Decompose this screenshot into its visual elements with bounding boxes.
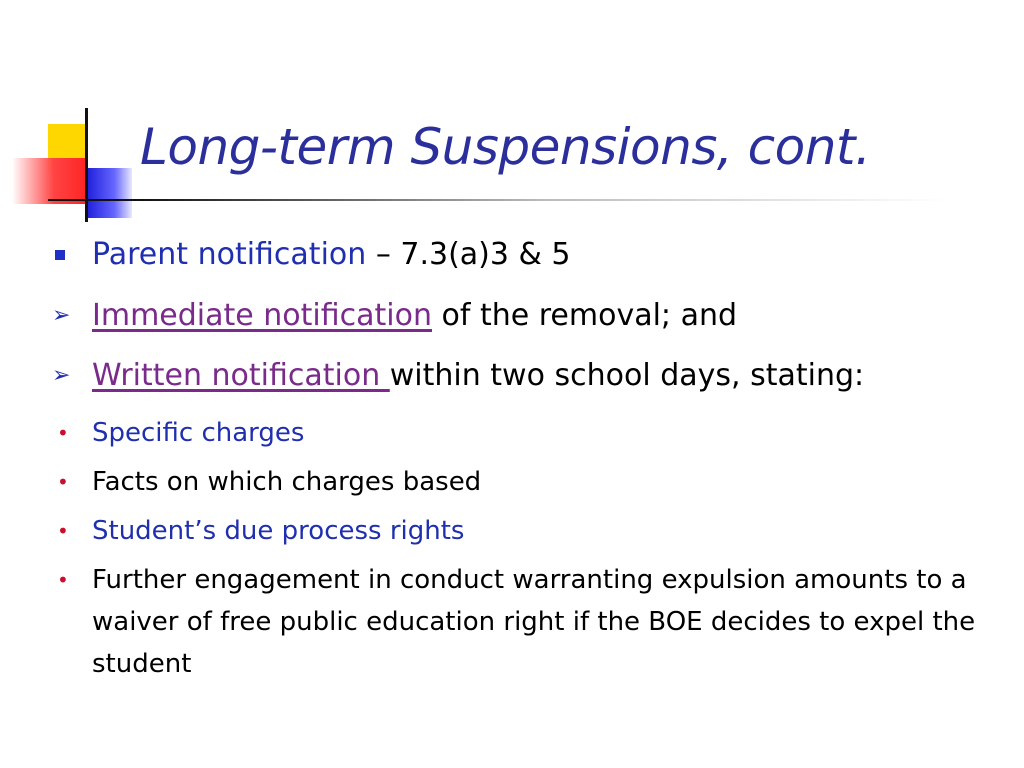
sub-item-text: of the removal; and bbox=[431, 298, 738, 333]
slide-title: Long-term Suspensions, cont. bbox=[140, 118, 871, 176]
bullet-further-engagement bbox=[52, 559, 992, 685]
title-underline-rule bbox=[48, 199, 948, 201]
dot-bullet-icon: • bbox=[57, 519, 69, 543]
bullet-text: Facts on which charges based bbox=[92, 467, 482, 497]
heading-bullet bbox=[52, 236, 992, 274]
bullet-text: Further engagement in conduct warranting expulsion amounts to a waiver of free public education right if the BOE decides to expel the student bbox=[92, 565, 976, 679]
bullet-text: Specific charges bbox=[92, 418, 305, 448]
bullet-facts bbox=[52, 461, 992, 503]
dot-bullet-icon: • bbox=[57, 421, 69, 445]
sub-item-written bbox=[52, 352, 992, 400]
bullet-due-process bbox=[52, 510, 992, 552]
bullet-text: Student’s due process rights bbox=[92, 516, 465, 546]
logo-blue-square bbox=[88, 168, 132, 218]
arrow-bullet-icon: ➢ bbox=[52, 303, 71, 328]
arrow-bullet-icon: ➢ bbox=[52, 363, 71, 388]
logo-red-square bbox=[12, 158, 88, 204]
heading-rest-text: – 7.3(a)3 & 5 bbox=[366, 237, 571, 272]
sub-item-immediate bbox=[52, 292, 992, 340]
heading-lead-text: Parent notification bbox=[92, 237, 367, 272]
square-bullet-icon bbox=[55, 250, 65, 260]
dot-bullet-icon: • bbox=[57, 470, 69, 494]
written-notification-link[interactable]: Written notification bbox=[92, 358, 390, 393]
logo-vertical-line bbox=[85, 108, 88, 222]
dot-bullet-icon: • bbox=[57, 568, 69, 592]
slide-body bbox=[52, 236, 992, 692]
slide-logo-decoration bbox=[0, 0, 150, 240]
immediate-notification-link[interactable]: Immediate notification bbox=[92, 298, 432, 333]
sub-item-text: within two school days, stating: bbox=[389, 358, 865, 393]
bullet-specific-charges bbox=[52, 412, 992, 454]
